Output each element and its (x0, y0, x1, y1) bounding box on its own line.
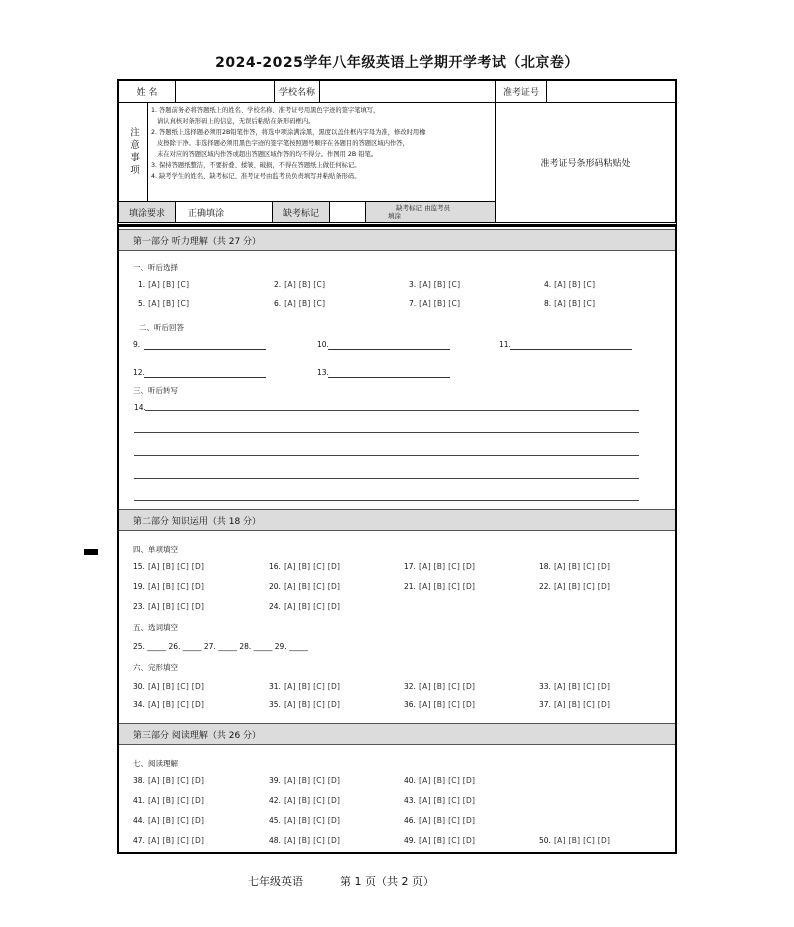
writing-line[interactable] (145, 410, 639, 411)
question-number: 37. (539, 700, 551, 709)
question-number: 45. (269, 816, 281, 825)
question-number: 39. (269, 776, 281, 785)
answer-blank[interactable] (144, 349, 266, 350)
part2-header: 第二部分 知识运用（共 18 分） (119, 509, 675, 531)
answer-options[interactable]: [A] [B] [C] [D] (553, 700, 611, 709)
notice-item: 请认真核对条形码上的信息，无误后粘贴在条形码框内。 (151, 118, 315, 125)
question-item[interactable] (404, 582, 475, 591)
school-field[interactable] (319, 80, 496, 103)
answer-options[interactable]: [A] [B] [C] [D] (418, 700, 476, 709)
question-item[interactable] (404, 682, 475, 691)
question-number: 14. (134, 403, 146, 412)
answer-options[interactable]: [A] [B] [C] (148, 299, 190, 308)
question-number: 50. (539, 836, 551, 845)
answer-options[interactable]: [A] [B] [C] [D] (553, 562, 611, 571)
question-number: 44. (133, 816, 145, 825)
answer-options[interactable]: [A] [B] [C] (554, 299, 596, 308)
answer-options[interactable]: [A] [B] [C] (554, 280, 596, 289)
answer-options[interactable]: [A] [B] [C] [D] (283, 602, 341, 611)
exam-id-label: 准考证号 (495, 80, 547, 103)
school-label: 学校名称 (274, 80, 320, 103)
answer-options[interactable]: [A] [B] [C] (284, 299, 326, 308)
fill-requirement-label: 填涂要求 (118, 201, 176, 223)
answer-options[interactable]: [A] [B] [C] (284, 280, 326, 289)
question-number: 20. (269, 582, 281, 591)
question-number: 31. (269, 682, 281, 691)
answer-options[interactable]: [A] [B] [C] [D] (283, 776, 341, 785)
part3-header: 第三部分 阅读理解（共 26 分） (119, 723, 675, 745)
question-number: 17. (404, 562, 416, 571)
answer-options[interactable]: [A] [B] [C] [D] (418, 816, 476, 825)
answer-options[interactable]: [A] [B] [C] [D] (418, 562, 476, 571)
question-number: 16. (269, 562, 281, 571)
question-number: 46. (404, 816, 416, 825)
notice-label: 注意事项 (118, 102, 148, 202)
question-number: 40. (404, 776, 416, 785)
question-item[interactable] (404, 836, 475, 845)
question-number: 38. (133, 776, 145, 785)
question-item[interactable] (539, 700, 610, 709)
footer-page: 第 1 页（共 2 页） (340, 875, 434, 888)
part1-header: 第一部分 听力理解（共 27 分） (119, 229, 675, 251)
question-number: 10. (317, 340, 329, 349)
question-item[interactable] (133, 682, 204, 691)
question-number: 19. (133, 582, 145, 591)
question-number: 2. (274, 280, 282, 289)
question-item[interactable] (404, 776, 475, 785)
question-number: 42. (269, 796, 281, 805)
section-heading: 三、听后转写 (133, 386, 178, 395)
answer-options[interactable]: [A] [B] [C] (419, 299, 461, 308)
notice-item: 2. 答题纸上选择题必须用2B铅笔作答，将选中项涂满涂黑，黑度以盖住框内字母为准，修改时用橡 (151, 129, 426, 136)
question-number: 33. (539, 682, 551, 691)
answer-options[interactable]: [A] [B] [C] [D] (418, 796, 476, 805)
question-item[interactable] (133, 700, 204, 709)
question-item[interactable] (133, 582, 204, 591)
question-item[interactable] (409, 280, 460, 289)
question-number: 48. (269, 836, 281, 845)
absent-note-line: 缺考标记 由监考员 (396, 204, 451, 212)
question-item[interactable] (539, 582, 610, 591)
question-item[interactable] (269, 582, 340, 591)
question-item[interactable] (404, 796, 475, 805)
question-item[interactable] (133, 796, 204, 805)
question-item[interactable] (409, 299, 460, 308)
question-item[interactable] (269, 836, 340, 845)
question-number: 22. (539, 582, 551, 591)
question-item[interactable] (539, 562, 610, 571)
answer-options[interactable]: [A] [B] [C] [D] (418, 582, 476, 591)
footer-grade: 七年级英语 (248, 875, 303, 888)
absent-mark-label: 缺考标记 (272, 201, 330, 223)
question-number: 23. (133, 602, 145, 611)
section-heading: 二、听后回答 (139, 323, 184, 332)
notice-item: 皮擦除干净。非选择题必须用黑色字迹的签字笔按照题号顺序在各题目的答题区域内作答， (151, 140, 409, 147)
absent-note-line: 填涂 (388, 212, 401, 220)
question-number: 35. (269, 700, 281, 709)
answer-blank[interactable] (328, 349, 450, 350)
answer-blank[interactable] (144, 377, 266, 378)
answer-options[interactable]: [A] [B] [C] [D] (418, 776, 476, 785)
section-heading: 六、完形填空 (133, 663, 178, 672)
question-number: 3. (409, 280, 417, 289)
name-field[interactable] (175, 80, 275, 103)
answer-options[interactable]: [A] [B] [C] [D] (553, 682, 611, 691)
question-number: 24. (269, 602, 281, 611)
answer-options[interactable]: [A] [B] [C] [D] (283, 682, 341, 691)
info-header (117, 79, 677, 225)
question-number: 21. (404, 582, 416, 591)
question-number: 13. (317, 368, 329, 377)
question-number: 6. (274, 299, 282, 308)
notice-item: 4. 缺考学生的姓名、缺考标记、准考证号由监考员负责填写并粘贴条形码。 (151, 173, 361, 180)
answer-options[interactable]: [A] [B] [C] [D] (418, 836, 476, 845)
question-number: 36. (404, 700, 416, 709)
writing-line[interactable] (134, 455, 639, 456)
answer-options[interactable]: [A] [B] [C] [D] (418, 682, 476, 691)
answer-options[interactable]: [A] [B] [C] [D] (147, 582, 205, 591)
question-number: 18. (539, 562, 551, 571)
answer-options[interactable]: [A] [B] [C] [D] (283, 700, 341, 709)
question-item[interactable] (274, 299, 325, 308)
answer-options[interactable]: [A] [B] [C] [D] (147, 816, 205, 825)
answer-options[interactable]: [A] [B] [C] [D] (147, 562, 205, 571)
question-item[interactable] (133, 776, 204, 785)
answer-options[interactable]: [A] [B] [C] [D] (283, 796, 341, 805)
question-item[interactable] (138, 299, 189, 308)
writing-line[interactable] (134, 500, 639, 501)
word-fill-blanks[interactable]: 25. _____ 26. _____ 27. _____ 28. _____ 29. _____ (133, 642, 308, 651)
answer-blank[interactable] (510, 349, 632, 350)
name-label: 姓 名 (118, 80, 176, 103)
question-item[interactable] (544, 280, 595, 289)
section-heading: 四、单项填空 (133, 545, 178, 554)
question-number: 41. (133, 796, 145, 805)
answer-options[interactable]: [A] [B] [C] [D] (147, 602, 205, 611)
question-number: 1. (138, 280, 146, 289)
question-item[interactable] (133, 562, 204, 571)
question-item[interactable] (269, 776, 340, 785)
absent-mark-box[interactable] (329, 201, 366, 223)
answer-area (117, 225, 677, 854)
question-number: 15. (133, 562, 145, 571)
writing-line[interactable] (134, 478, 639, 479)
section-heading: 一、听后选择 (133, 263, 178, 272)
question-number: 43. (404, 796, 416, 805)
question-item[interactable] (133, 836, 204, 845)
answer-options[interactable]: [A] [B] [C] [D] (283, 816, 341, 825)
absent-note (365, 201, 496, 223)
question-item[interactable] (269, 602, 340, 611)
question-item[interactable] (539, 836, 610, 845)
answer-options[interactable]: [A] [B] [C] [D] (283, 836, 341, 845)
question-item[interactable] (269, 562, 340, 571)
question-number: 30. (133, 682, 145, 691)
question-item[interactable] (269, 700, 340, 709)
writing-line[interactable] (134, 432, 639, 433)
alignment-mark (84, 549, 98, 555)
question-item[interactable] (539, 682, 610, 691)
answer-blank[interactable] (328, 377, 450, 378)
question-number: 49. (404, 836, 416, 845)
answer-options[interactable]: [A] [B] [C] [D] (283, 562, 341, 571)
question-number: 5. (138, 299, 146, 308)
question-number: 7. (409, 299, 417, 308)
notice-list (147, 102, 496, 202)
question-number: 47. (133, 836, 145, 845)
question-number: 8. (544, 299, 552, 308)
question-item[interactable] (133, 816, 204, 825)
question-number: 9. (133, 340, 141, 349)
answer-options[interactable]: [A] [B] [C] [D] (553, 582, 611, 591)
answer-options[interactable]: [A] [B] [C] [D] (147, 682, 205, 691)
answer-options[interactable]: [A] [B] [C] [D] (147, 796, 205, 805)
question-number: 34. (133, 700, 145, 709)
answer-options[interactable]: [A] [B] [C] [D] (147, 776, 205, 785)
answer-options[interactable]: [A] [B] [C] [D] (147, 836, 205, 845)
question-item[interactable] (133, 602, 204, 611)
question-number: 4. (544, 280, 552, 289)
question-item[interactable] (138, 280, 189, 289)
question-item[interactable] (404, 562, 475, 571)
notice-item: 1. 答题前务必将答题纸上的姓名、学校名称、准考证号用黑色字迹的签字笔填写， (151, 107, 380, 114)
question-number: 11. (499, 340, 511, 349)
question-item[interactable] (269, 796, 340, 805)
answer-options[interactable]: [A] [B] [C] [D] (283, 582, 341, 591)
question-item[interactable] (404, 816, 475, 825)
notice-item: 未在对应的答题区域内作答或超出答题区域作答的均不得分。作图用 2B 铅笔。 (151, 151, 378, 158)
answer-options[interactable]: [A] [B] [C] (148, 280, 190, 289)
fill-correct-example: 正确填涂 (175, 201, 273, 223)
exam-id-field[interactable] (546, 80, 676, 103)
question-number: 32. (404, 682, 416, 691)
section-heading: 七、阅读理解 (133, 759, 178, 768)
question-number: 12. (133, 368, 145, 377)
question-item[interactable] (274, 280, 325, 289)
question-item[interactable] (269, 816, 340, 825)
page-title: 2024-2025学年八年级英语上学期开学考试（北京卷） (215, 55, 579, 71)
barcode-area: 准考证号条形码粘贴处 (495, 102, 676, 223)
answer-options[interactable]: [A] [B] [C] [D] (147, 700, 205, 709)
answer-options[interactable]: [A] [B] [C] [D] (553, 836, 611, 845)
question-item[interactable] (269, 682, 340, 691)
question-item[interactable] (544, 299, 595, 308)
notice-item: 3. 保持答题纸整洁，不要折叠、揉皱、破损，不得在答题纸上做任何标记。 (151, 162, 361, 169)
section-heading: 五、选词填空 (133, 623, 178, 632)
answer-options[interactable]: [A] [B] [C] (419, 280, 461, 289)
question-item[interactable] (404, 700, 475, 709)
